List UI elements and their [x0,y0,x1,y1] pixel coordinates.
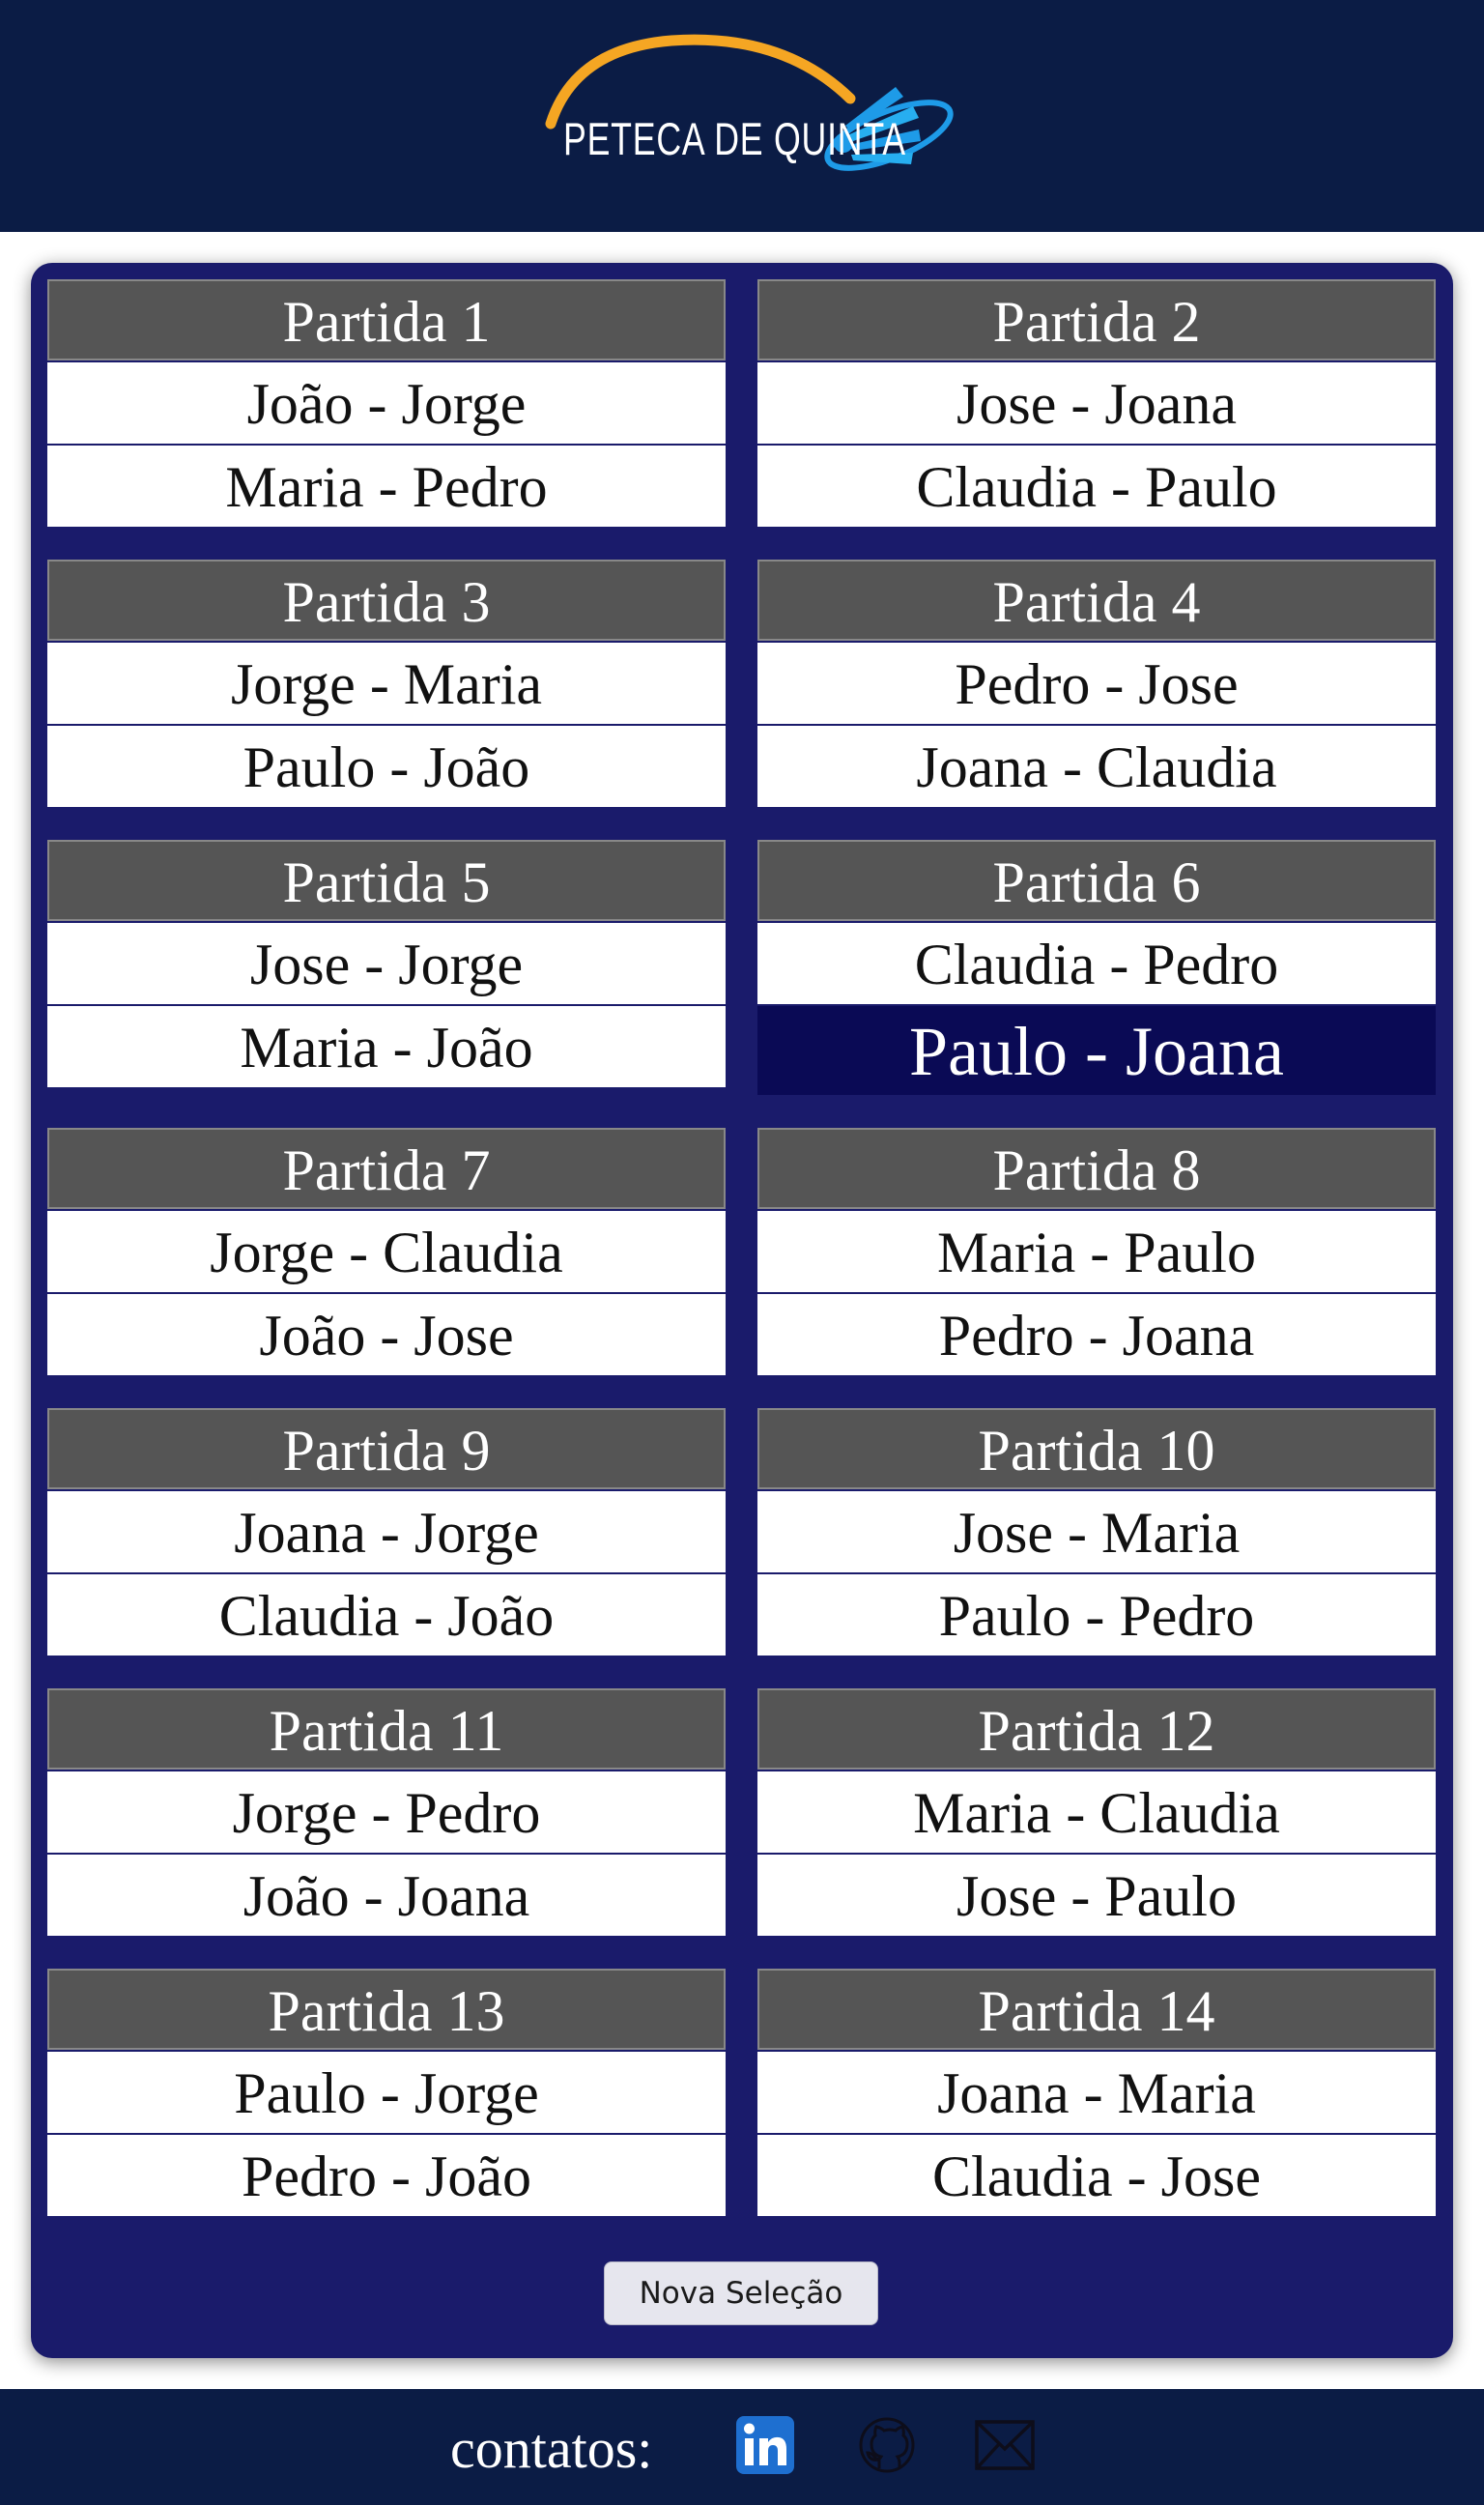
peteca-logo[interactable] [536,29,971,193]
match-pair[interactable]: Pedro - João [47,2133,726,2216]
match-title: Partida 11 [47,1688,726,1770]
match-pair[interactable]: Pedro - Joana [757,1292,1436,1375]
match-pair[interactable]: Maria - João [47,1004,726,1087]
match-pair[interactable]: Jose - Joana [757,360,1436,444]
site-header [0,0,1484,232]
match-pair[interactable]: Pedro - Jose [757,641,1436,724]
match-title: Partida 8 [757,1128,1436,1209]
match-pair[interactable]: Jorge - Maria [47,641,726,724]
match-pair[interactable]: Jose - Jorge [47,921,726,1004]
match-pair[interactable]: Claudia - João [47,1572,726,1656]
match-card [47,1408,726,1656]
logo-arc-icon [536,29,971,193]
new-selection-button[interactable]: Nova Seleção [604,2261,878,2325]
match-pair[interactable]: Jorge - Claudia [47,1209,726,1292]
mail-icon[interactable] [974,2414,1036,2476]
match-card [47,279,726,527]
match-card [757,1408,1436,1656]
match-card [47,1688,726,1936]
match-pair[interactable]: Jorge - Pedro [47,1770,726,1853]
match-card [47,1128,726,1375]
match-title: Partida 6 [757,840,1436,921]
match-card [47,1969,726,2216]
match-pair[interactable]: Paulo - Jorge [47,2050,726,2133]
match-title: Partida 3 [47,560,726,641]
match-card [47,560,726,807]
match-title: Partida 12 [757,1688,1436,1770]
match-pair[interactable]: Claudia - Paulo [757,444,1436,527]
match-title: Partida 1 [47,279,726,360]
match-pair[interactable]: João - Joana [47,1853,726,1936]
github-icon[interactable] [856,2414,918,2476]
match-card [757,840,1436,1095]
match-title: Partida 10 [757,1408,1436,1489]
logo-text: PETECA DE QUINTA [563,113,906,164]
match-title: Partida 2 [757,279,1436,360]
match-pair[interactable]: Joana - Maria [757,2050,1436,2133]
contacts-label: contatos: [450,2417,653,2480]
match-pair[interactable]: Joana - Jorge [47,1489,726,1572]
match-pair[interactable]: João - Jorge [47,360,726,444]
match-pair[interactable]: Maria - Pedro [47,444,726,527]
match-card [47,840,726,1087]
match-pair[interactable]: Jose - Paulo [757,1853,1436,1936]
match-pair[interactable]: Joana - Claudia [757,724,1436,807]
match-title: Partida 4 [757,560,1436,641]
match-card [757,1128,1436,1375]
match-card [757,279,1436,527]
match-title: Partida 5 [47,840,726,921]
match-pair[interactable]: Claudia - Pedro [757,921,1436,1004]
match-pair[interactable]: João - Jose [47,1292,726,1375]
match-pair[interactable]: Paulo - Pedro [757,1572,1436,1656]
match-card [757,1688,1436,1936]
match-title: Partida 13 [47,1969,726,2050]
match-title: Partida 14 [757,1969,1436,2050]
match-title: Partida 9 [47,1408,726,1489]
linkedin-icon[interactable] [734,2414,796,2476]
match-pair[interactable]: Paulo - João [47,724,726,807]
match-card [757,1969,1436,2216]
match-pair[interactable]: Jose - Maria [757,1489,1436,1572]
match-card [757,560,1436,807]
match-title: Partida 7 [47,1128,726,1209]
match-pair[interactable]: Maria - Paulo [757,1209,1436,1292]
site-footer [0,2389,1484,2505]
match-pair[interactable]: Claudia - Jose [757,2133,1436,2216]
matches-panel [31,263,1453,2358]
match-pair[interactable]: Maria - Claudia [757,1770,1436,1853]
match-pair-selected[interactable]: Paulo - Joana [757,1004,1436,1095]
